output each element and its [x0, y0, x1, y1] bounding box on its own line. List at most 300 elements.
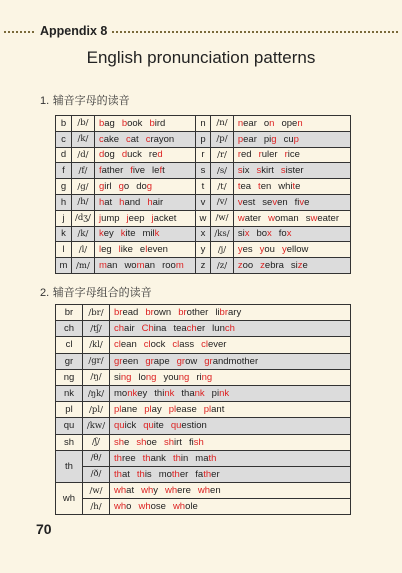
word-part: e — [124, 436, 130, 448]
highlighted-letters: pl — [144, 404, 152, 416]
example-word — [99, 118, 115, 129]
table-row — [56, 369, 351, 385]
highlighted-letters: g — [98, 181, 105, 193]
letter-cell: y — [195, 242, 210, 258]
example-word — [114, 323, 135, 334]
highlighted-letters: w — [237, 212, 245, 224]
word-part: ead — [122, 307, 139, 319]
example-word — [143, 228, 160, 239]
example-words-cell — [110, 483, 351, 499]
example-word — [238, 244, 253, 255]
word-part: ow — [185, 355, 198, 367]
table-row — [56, 131, 351, 147]
example-word — [114, 388, 147, 399]
example-word — [171, 420, 207, 431]
example-word — [195, 469, 219, 480]
highlighted-letters: c — [145, 133, 151, 145]
example-words-cell — [94, 194, 195, 210]
word-part: ean — [120, 339, 137, 351]
word-part: er — [211, 468, 220, 480]
word-part: and — [124, 196, 141, 208]
example-word — [164, 437, 182, 448]
example-words-cell — [233, 131, 350, 147]
word-part: at — [121, 468, 130, 480]
example-word — [238, 260, 253, 271]
highlighted-letters: wh — [165, 485, 178, 497]
phonetic-cell: /j/ — [211, 242, 234, 258]
example-words-cell — [94, 242, 195, 258]
example-word — [149, 149, 163, 160]
word-part: ant — [211, 404, 225, 416]
example-word — [285, 149, 300, 160]
word-part: ook — [127, 117, 143, 129]
highlighted-letters: f — [98, 165, 102, 177]
letter-cell: k — [56, 226, 72, 242]
example-word — [159, 469, 189, 480]
example-word — [238, 118, 257, 129]
table-row — [56, 385, 351, 401]
word-part: ite — [125, 228, 136, 240]
highlighted-letters: g — [118, 181, 124, 193]
example-word — [147, 197, 163, 208]
word-part: oman — [274, 212, 299, 224]
highlighted-letters: wh — [197, 485, 211, 497]
word-part: ice — [287, 149, 300, 161]
example-word — [152, 213, 177, 224]
word-part: wo — [124, 260, 137, 272]
highlighted-letters: wh — [172, 501, 186, 513]
highlighted-letters: f — [159, 165, 163, 177]
highlighted-letters: y — [259, 244, 265, 256]
example-words-cell — [110, 434, 351, 450]
word-part: est — [242, 196, 256, 208]
word-part: is — [144, 468, 152, 480]
word-part: air — [152, 196, 164, 208]
word-part: mo — [114, 388, 128, 400]
highlighted-letters: x — [244, 228, 250, 240]
example-words-cell — [233, 194, 350, 210]
highlighted-letters: d — [121, 149, 128, 161]
letter-cell: b — [56, 116, 72, 132]
letter-cell: qu — [56, 418, 83, 434]
example-word — [143, 420, 164, 431]
phonetic-cell: /r/ — [211, 147, 234, 163]
section-2-text: 辅音字母组合的读音 — [52, 286, 152, 299]
example-word — [196, 372, 212, 383]
section-1-text: 辅音字母的读音 — [52, 94, 130, 107]
highlighted-letters: ng — [145, 371, 157, 383]
example-words-cell — [94, 258, 195, 274]
example-words-cell — [110, 337, 351, 353]
example-word — [215, 307, 241, 318]
highlighted-letters: c — [126, 133, 131, 145]
example-word — [99, 149, 115, 160]
letter-cell: g — [56, 179, 72, 195]
highlighted-letters: k — [120, 228, 126, 240]
word-part: pi — [211, 388, 220, 400]
word-part: at — [130, 133, 139, 145]
highlighted-letters: c — [98, 133, 104, 145]
word-part: air — [124, 323, 135, 335]
word-part: si — [290, 260, 298, 272]
example-word — [258, 181, 271, 192]
word-part: ope — [281, 117, 298, 129]
example-words-cell — [233, 179, 350, 195]
highlighted-letters: gr — [114, 355, 123, 367]
highlighted-letters: t — [258, 181, 261, 193]
example-words-cell — [110, 402, 351, 418]
phonetic-cell: /f/ — [71, 163, 94, 179]
word-part: er — [179, 468, 189, 480]
word-part: an — [106, 260, 118, 272]
example-word — [238, 181, 251, 192]
phonetic-cell: /ŋ/ — [83, 369, 110, 385]
example-word — [238, 149, 252, 160]
example-word — [124, 260, 155, 271]
letter-cell: c — [56, 131, 72, 147]
example-word — [144, 404, 161, 415]
highlighted-letters: n — [269, 117, 275, 129]
phonetic-cell: /gr/ — [83, 353, 110, 369]
table-row — [56, 499, 351, 515]
word-part: t — [162, 165, 165, 177]
example-word — [178, 307, 208, 318]
example-word — [154, 388, 174, 399]
highlighted-letters: Ch — [141, 323, 154, 335]
word-part: eep — [128, 212, 145, 224]
word-part: oo — [242, 260, 254, 272]
example-words-cell — [233, 242, 350, 258]
word-part: ix — [242, 165, 250, 177]
example-word — [114, 469, 130, 480]
phonetic-cell: /t/ — [211, 179, 234, 195]
example-word — [201, 339, 226, 350]
highlighted-letters: p — [293, 133, 299, 145]
table-row — [56, 466, 351, 482]
phonetic-cell: /ð/ — [83, 466, 110, 482]
word-part: e — [302, 260, 308, 272]
word-part: er — [196, 323, 206, 335]
example-word — [127, 213, 145, 224]
example-word — [291, 260, 308, 271]
page-number: 70 — [36, 521, 52, 537]
highlighted-letters: br — [219, 307, 228, 319]
appendix-label: Appendix 8 — [40, 24, 108, 38]
word-part: es — [242, 244, 253, 256]
example-words-cell — [94, 226, 195, 242]
phonetic-cell: /m/ — [71, 258, 94, 274]
example-words-cell — [110, 321, 351, 337]
phonetic-cell: /h/ — [83, 499, 110, 515]
example-word — [145, 307, 171, 318]
word-part: at — [126, 485, 135, 497]
highlighted-letters: g — [271, 133, 277, 145]
table-row — [56, 483, 351, 499]
highlighted-letters: v — [237, 196, 243, 208]
example-word — [238, 197, 255, 208]
letter-cell: x — [195, 226, 210, 242]
word-part: ay — [151, 404, 162, 416]
word-part: ump — [101, 212, 120, 224]
example-word — [99, 228, 114, 239]
word-part: ock — [150, 339, 166, 351]
highlighted-letters: nk — [219, 388, 230, 400]
example-word — [99, 244, 112, 255]
letter-cell: m — [56, 258, 72, 274]
word-part: si — [114, 371, 121, 383]
consonant-letters-table — [55, 115, 351, 274]
word-part: even — [147, 244, 168, 256]
table-row — [56, 116, 351, 132]
table-row — [56, 226, 351, 242]
highlighted-letters: qu — [170, 420, 182, 432]
example-words-cell — [110, 305, 351, 321]
word-part: ass — [179, 339, 195, 351]
word-part: acket — [153, 212, 177, 224]
table-row — [56, 353, 351, 369]
phonetic-cell: /z/ — [211, 258, 234, 274]
word-part: bo — [256, 228, 268, 240]
highlighted-letters: l — [98, 244, 102, 256]
example-word — [163, 372, 189, 383]
example-word — [256, 228, 271, 239]
letter-cell: v — [195, 194, 210, 210]
highlighted-letters: th — [171, 468, 180, 480]
word-part: ellow — [286, 244, 309, 256]
word-part: en — [277, 196, 288, 208]
letter-cell: sh — [56, 434, 83, 450]
example-word — [281, 165, 304, 176]
section-2-heading — [40, 284, 152, 300]
highlighted-letters: s — [237, 165, 243, 177]
table-row — [56, 450, 351, 466]
example-word — [189, 437, 204, 448]
highlighted-letters: nk — [127, 388, 138, 400]
word-part: li — [215, 307, 220, 319]
letter-cell: d — [56, 147, 72, 163]
example-word — [119, 181, 130, 192]
word-part: ed — [241, 149, 252, 161]
highlighted-letters: wh — [114, 485, 127, 497]
word-part: ever — [207, 339, 227, 351]
word-part: o — [123, 181, 130, 193]
highlighted-letters: w — [310, 212, 318, 224]
example-word — [119, 197, 140, 208]
highlighted-letters: m — [98, 260, 107, 272]
highlighted-letters: ch — [186, 323, 197, 335]
letter-cell: j — [56, 210, 72, 226]
table-row — [56, 242, 351, 258]
highlighted-letters: y — [281, 244, 287, 256]
section-1-number: 1. — [40, 95, 50, 107]
highlighted-letters: k — [98, 228, 104, 240]
highlighted-letters: br — [145, 307, 154, 319]
word-part: ea — [240, 181, 252, 193]
phonetic-cell: /ŋk/ — [83, 385, 110, 401]
highlighted-letters: gr — [204, 355, 213, 367]
table-row — [56, 194, 351, 210]
phonetic-cell: /p/ — [211, 131, 234, 147]
example-word — [279, 228, 292, 239]
example-word — [281, 118, 302, 129]
example-word — [268, 213, 299, 224]
phonetic-cell: /kw/ — [83, 418, 110, 434]
example-word — [143, 453, 166, 464]
table-row — [56, 305, 351, 321]
example-word — [238, 134, 257, 145]
table-row — [56, 179, 351, 195]
letter-cell: f — [56, 163, 72, 179]
highlighted-letters: h — [98, 196, 105, 208]
highlighted-letters: j — [126, 212, 129, 224]
letter-cell: r — [195, 147, 210, 163]
phonetic-cell: /dʒ/ — [71, 210, 94, 226]
highlighted-letters: l — [118, 244, 121, 256]
word-part: ike — [120, 244, 133, 256]
example-word — [114, 356, 138, 367]
table-row — [56, 434, 351, 450]
phonetic-cell: /k/ — [71, 226, 94, 242]
highlighted-letters: t — [237, 181, 241, 193]
letter-cell: p — [195, 131, 210, 147]
word-part: o — [263, 117, 270, 129]
highlighted-letters: br — [178, 307, 187, 319]
highlighted-letters: l — [145, 244, 148, 256]
word-part: en — [260, 181, 272, 193]
example-words-cell — [110, 418, 351, 434]
highlighted-letters: s — [256, 165, 262, 177]
example-words-cell — [110, 466, 351, 482]
highlighted-letters: w — [268, 212, 275, 224]
table-row — [56, 337, 351, 353]
highlighted-letters: ng — [178, 371, 190, 383]
word-part: ri — [196, 371, 202, 383]
highlighted-letters: j — [151, 212, 154, 224]
highlighted-letters: th — [208, 452, 217, 464]
word-part: at — [104, 196, 113, 208]
word-part: ease — [176, 404, 197, 416]
phonetic-cell: /g/ — [71, 179, 94, 195]
highlighted-letters: ch — [224, 323, 235, 335]
word-part: ou — [264, 244, 275, 256]
example-words-cell — [233, 258, 350, 274]
example-word — [142, 323, 167, 334]
phonetic-cell: /h/ — [71, 194, 94, 210]
phonetic-cell: /ʃ/ — [83, 434, 110, 450]
example-word — [195, 453, 216, 464]
highlighted-letters: wh — [141, 485, 154, 497]
highlighted-letters: m — [175, 260, 184, 272]
word-part: en — [210, 485, 221, 497]
word-part: ey — [103, 228, 114, 240]
table-row — [56, 402, 351, 418]
example-words-cell — [233, 210, 350, 226]
example-words-cell — [233, 163, 350, 179]
phonetic-cell: /tʃ/ — [83, 321, 110, 337]
example-word — [122, 118, 143, 129]
example-words-cell — [94, 131, 195, 147]
highlighted-letters: br — [114, 307, 123, 319]
phonetic-cell: /b/ — [71, 116, 94, 132]
word-part: oe — [146, 436, 157, 448]
phonetic-cell: /l/ — [71, 242, 94, 258]
highlighted-letters: gr — [176, 355, 186, 367]
word-part: ister — [285, 165, 304, 177]
word-part: irt — [174, 436, 182, 448]
highlighted-letters: cl — [201, 339, 208, 351]
letter-cell: l — [56, 242, 72, 258]
example-word — [146, 134, 175, 145]
word-part: s — [305, 212, 311, 224]
word-part: ary — [228, 307, 242, 319]
example-words-cell — [110, 450, 351, 466]
word-part: ake — [103, 133, 120, 145]
letter-cell: s — [195, 163, 210, 179]
highlighted-letters: b — [98, 117, 105, 129]
phonetic-cell: /w/ — [83, 483, 110, 499]
example-word — [137, 469, 152, 480]
example-word — [282, 244, 308, 255]
example-word — [126, 134, 139, 145]
highlighted-letters: sh — [114, 436, 125, 448]
highlighted-letters: cl — [114, 339, 121, 351]
phonetic-cell: /w/ — [211, 210, 234, 226]
word-part: e — [139, 244, 146, 256]
word-part: ag — [104, 117, 115, 129]
example-words-cell — [94, 210, 195, 226]
highlighted-letters: wh — [114, 501, 127, 513]
highlighted-letters: cl — [143, 339, 151, 351]
word-part: irl — [104, 181, 112, 193]
word-part: roo — [162, 260, 176, 272]
section-2-number: 2. — [40, 287, 50, 299]
word-part: ird — [154, 117, 166, 129]
example-words-cell — [94, 179, 195, 195]
example-word — [260, 260, 284, 271]
example-word — [278, 181, 300, 192]
word-part: estion — [181, 420, 207, 432]
word-part: ma — [195, 452, 209, 464]
letter-cell: th — [56, 450, 83, 482]
highlighted-letters: x — [267, 228, 272, 240]
example-word — [145, 356, 169, 367]
phonetic-cell: /k/ — [71, 131, 94, 147]
example-word — [256, 165, 273, 176]
word-part: tea — [173, 323, 187, 335]
example-word — [284, 134, 299, 145]
example-word — [172, 339, 194, 350]
example-word — [136, 437, 157, 448]
example-word — [177, 356, 198, 367]
example-word — [264, 118, 275, 129]
highlighted-letters: b — [121, 117, 128, 129]
word-part: ole — [185, 501, 198, 513]
example-word — [204, 404, 225, 415]
highlighted-letters: pl — [114, 404, 122, 416]
page-title: English pronunciation patterns — [86, 48, 316, 67]
word-part: ather — [101, 165, 124, 177]
word-part: o — [126, 501, 132, 513]
phonetic-cell: /ks/ — [211, 226, 234, 242]
highlighted-letters: r — [237, 149, 241, 161]
example-word — [259, 149, 278, 160]
word-part: ive — [132, 165, 146, 177]
word-part: fi — [188, 436, 194, 448]
highlighted-letters: z — [237, 260, 243, 272]
word-part: whi — [278, 181, 293, 193]
table-row — [56, 418, 351, 434]
word-part: kirt — [261, 165, 274, 177]
